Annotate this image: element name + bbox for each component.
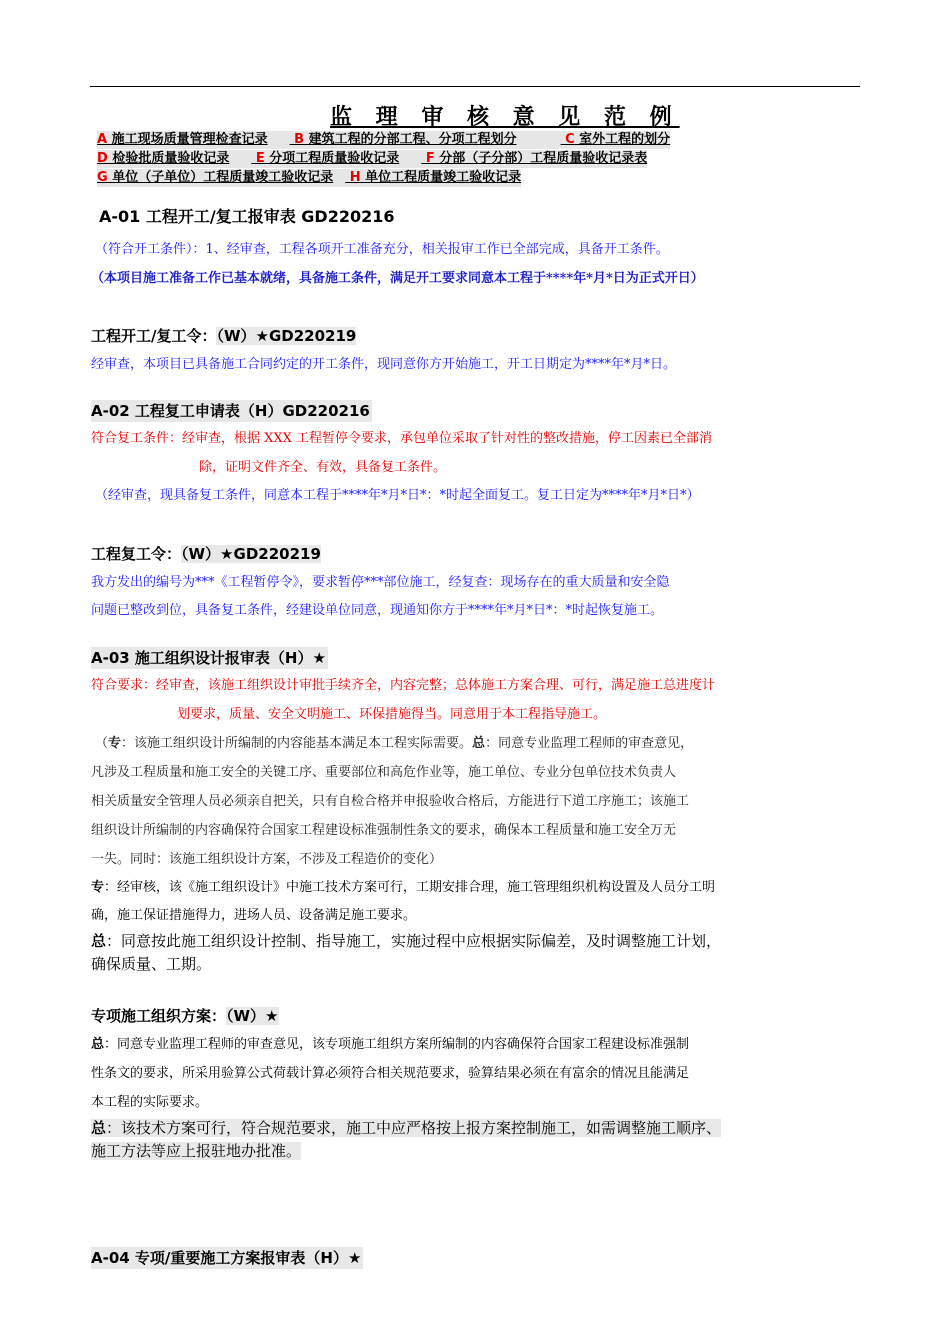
a03-chief-line-2: 确保质量、工期。 bbox=[91, 955, 212, 973]
fugong-text-line-1: 我方发出的编号为***《工程暂停令》，要求暂停***部位施工，经复查：现场存在的重大质量和安全隐 bbox=[91, 575, 670, 590]
a03-chief-line-1: 总：同意按此施工组织设计控制、指导施工，实施过程中应根据实际偏差，及时调整施工计划， bbox=[91, 932, 722, 950]
top-rule bbox=[90, 86, 860, 87]
nav-letter-g[interactable]: G bbox=[97, 170, 108, 185]
a02-condition-line-2: 除，证明文件齐全、有效，具备复工条件。 bbox=[199, 460, 447, 475]
nav-link-d[interactable]: 检验批质量验收记录 bbox=[107, 151, 230, 166]
a03-opinion-line-3: 相关质量安全管理人员必须亲自把关，只有自检合格并申报验收合格后，方能进行下道工序施工；该施工 bbox=[91, 794, 690, 809]
a02-approval-text: （经审查，现具备复工条件，同意本工程于****年*月*日*：*时起全面复工。复工日定为****年*月*日*） bbox=[95, 488, 700, 503]
kaigong-text: 经审查，本项目已具备施工合同约定的开工条件，现同意你方开始施工，开工日期定为****年*月*日。 bbox=[91, 357, 677, 372]
nav-link-a[interactable]: 施工现场质量管理检查记录 bbox=[107, 132, 268, 147]
zhuanxiang-title: 专项施工组织方案： bbox=[91, 1007, 227, 1025]
section-heading-kaigong bbox=[91, 325, 356, 347]
zhuanxiang-code: （W）★ bbox=[226, 1007, 279, 1025]
a03-opinion-line-1: （专：该施工组织设计所编制的内容能基本满足本工程实际需要。总：同意专业监理工程师的审查意见， bbox=[95, 736, 694, 751]
nav-link-g[interactable]: 单位（子单位）工程质量竣工验收记录 bbox=[107, 170, 334, 185]
document-title: 监 理 审 核 意 见 范 例 bbox=[330, 105, 680, 130]
nav-letter-f[interactable]: F bbox=[425, 151, 435, 166]
nav-letter-d[interactable]: D bbox=[97, 151, 108, 166]
nav-letter-b[interactable]: B bbox=[294, 132, 305, 147]
zhuanxiang-chief-line-1: 总：该技术方案可行，符合规范要求，施工中应严格按上报方案控制施工，如需调整施工顺序、 bbox=[91, 1119, 722, 1137]
a01-approval-alt-text: （本项目施工准备工作已基本就绪，具备施工条件，满足开工要求同意本工程于****年*月*日为正式开日） bbox=[91, 271, 704, 286]
zhuanxiang-chief-line-2: 施工方法等应上报驻地办批准。 bbox=[91, 1142, 302, 1160]
nav-link-f[interactable]: 分部（子分部）工程质量验收记录表 bbox=[434, 151, 648, 166]
nav-letter-h[interactable]: H bbox=[349, 170, 361, 185]
section-heading-zhuanxiang bbox=[91, 1005, 279, 1027]
fugong-text-line-2: 问题已整改到位，具备复工条件，经建设单位同意，现通知你方于****年*月*日*：*时起恢复施工。 bbox=[91, 603, 664, 618]
a03-condition-line-2: 划要求，质量、安全文明施工、环保措施得当。同意用于本工程指导施工。 bbox=[177, 707, 607, 722]
kaigong-code: （W）★GD220219 bbox=[216, 327, 357, 345]
nav-row-3 bbox=[97, 169, 521, 187]
nav-link-h[interactable]: 单位工程质量竣工验收记录 bbox=[360, 170, 522, 185]
nav-letter-e[interactable]: E bbox=[255, 151, 265, 166]
nav-link-b[interactable]: 建筑工程的分部工程、分项工程划分 bbox=[304, 132, 517, 147]
kaigong-title: 工程开工/复工令： bbox=[91, 327, 217, 345]
section-heading-a04: A-04 专项/重要施工方案报审表（H）★ bbox=[91, 1249, 362, 1267]
a03-opinion-line-2: 凡涉及工程质量和施工安全的关键工序、重要部位和高危作业等，施工单位、专业分包单位技术负责人 bbox=[91, 765, 677, 780]
a03-specialist-line-1: 专：经审核，该《施工组织设计》中施工技术方案可行，工期安排合理，施工管理组织机构设置及人员分工明 bbox=[91, 880, 716, 895]
nav-letter-c[interactable]: C bbox=[565, 132, 575, 147]
a03-specialist-line-2: 确，施工保证措施得力，进场人员、设备满足施工要求。 bbox=[91, 908, 417, 923]
zhuanxiang-opinion-line-1: 总：同意专业监理工程师的审查意见，该专项施工组织方案所编制的内容确保符合国家工程建设标准强制 bbox=[91, 1037, 690, 1052]
section-heading-a03: A-03 施工组织设计报审表（H）★ bbox=[91, 649, 326, 667]
a03-opinion-line-4: 组织设计所编制的内容确保符合国家工程建设标准强制性条文的要求，确保本工程质量和施工安全万无 bbox=[91, 823, 677, 838]
a03-opinion-line-5: 一失。同时：该施工组织设计方案，不涉及工程造价的变化） bbox=[91, 852, 443, 867]
zhuanxiang-opinion-line-3: 本工程的实际要求。 bbox=[91, 1095, 209, 1110]
fugong-code: （W）★GD220219 bbox=[181, 545, 321, 563]
a02-condition-line-1: 符合复工条件：经审查，根据 XXX 工程暂停令要求，承包单位采取了针对性的整改措施，停工因素已全部消 bbox=[91, 431, 713, 446]
nav-row-1 bbox=[97, 131, 670, 149]
a01-approval-text: （符合开工条件）：1、经审查，工程各项开工准备充分，相关报审工作已全部完成，具备开工条件。 bbox=[95, 242, 669, 257]
section-heading-a02: A-02 工程复工申请表（H）GD220216 bbox=[91, 402, 370, 420]
nav-link-c[interactable]: 室外工程的划分 bbox=[574, 132, 671, 147]
section-heading-a01: A-01 工程开工/复工报审表 GD220216 bbox=[99, 207, 395, 226]
nav-row-2 bbox=[97, 150, 647, 168]
fugong-title: 工程复工令： bbox=[91, 545, 182, 563]
nav-link-e[interactable]: 分项工程质量验收记录 bbox=[264, 151, 400, 166]
a03-condition-line-1: 符合要求：经审查，该施工组织设计审批手续齐全，内容完整；总体施工方案合理、可行，满足施工总进度计 bbox=[91, 678, 716, 693]
zhuanxiang-opinion-line-2: 性条文的要求，所采用验算公式荷载计算必须符合相关规范要求，验算结果必须在有富余的情况且能满足 bbox=[91, 1066, 690, 1081]
section-heading-fugong bbox=[91, 543, 321, 565]
nav-letter-a[interactable]: A bbox=[97, 132, 108, 147]
